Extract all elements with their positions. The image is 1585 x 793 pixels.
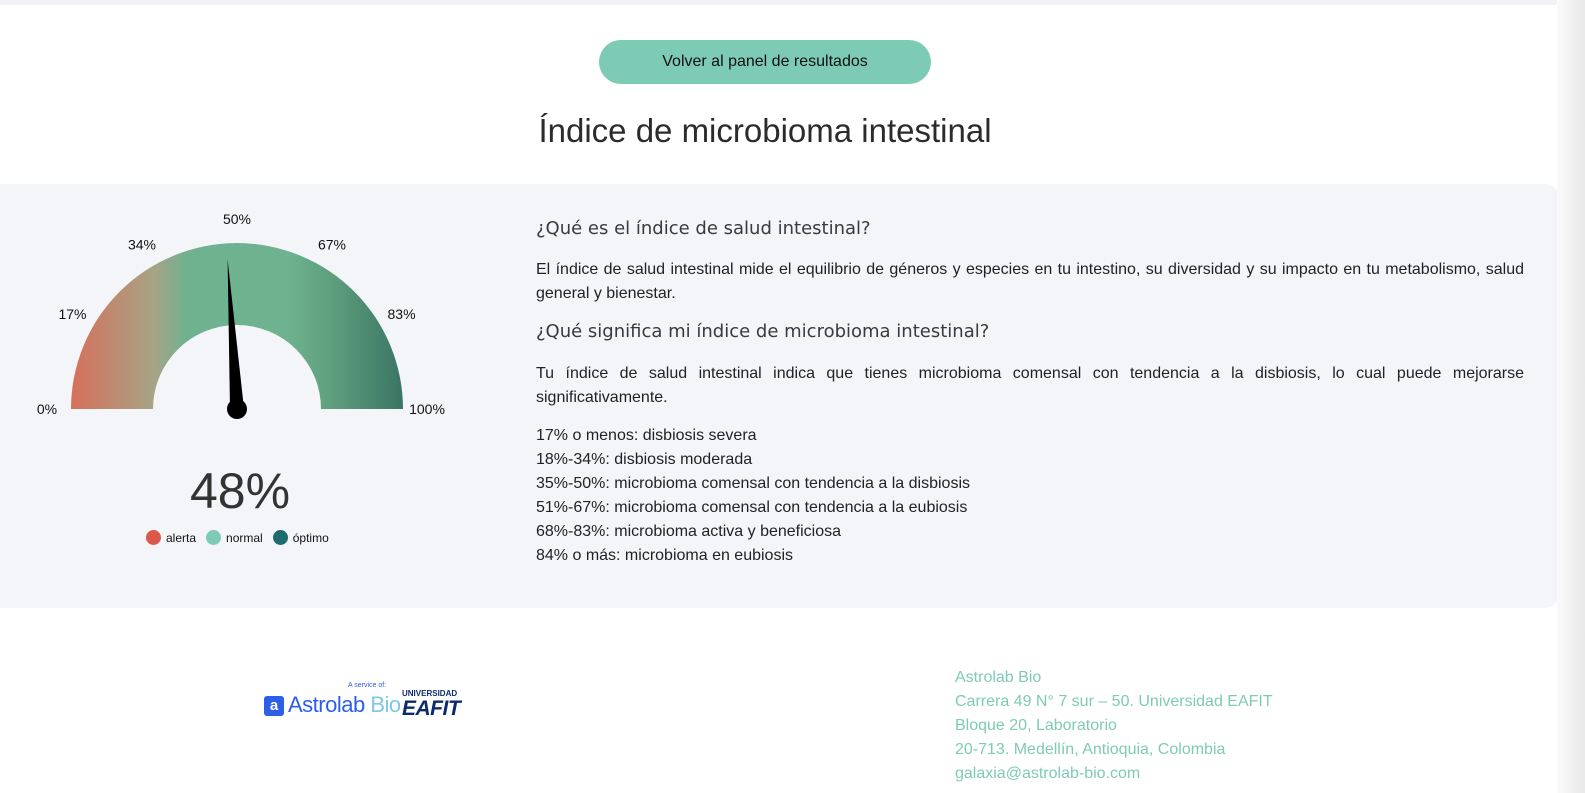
eafit-logo-top: UNIVERSIDAD — [402, 689, 458, 698]
astrolab-logo-bio: Bio — [370, 692, 401, 717]
what-is-index-heading: ¿Qué es el índice de salud intestinal? — [536, 218, 871, 239]
gauge-tick-label: 34% — [127, 236, 157, 253]
astrolab-logo — [288, 692, 401, 718]
meaning-text: Tu índice de salud intestinal indica que tienes microbioma comensal con tendencia a la disbiosis, lo cual puede mejorarse significativamente. — [536, 365, 1524, 406]
eafit-logo-text: EAFIT — [402, 697, 461, 720]
gauge-chart — [20, 200, 460, 435]
page-title: Índice de microbioma intestinal — [538, 112, 992, 149]
range-item: 17% o menos: disbiosis severa — [536, 427, 757, 444]
address-company: Astrolab Bio — [955, 669, 1042, 686]
top-divider — [0, 0, 1585, 5]
gauge-tick-label: 100% — [409, 401, 445, 417]
gauge-legend — [146, 530, 339, 545]
gauge-needle-hub — [227, 399, 247, 419]
what-is-index-text: El índice de salud intestinal mide el equilibrio de géneros y especies en tu intestino, su diversidad y su impacto en tu metabolismo, salud general y bienestar. — [536, 261, 1524, 302]
astrolab-logo-icon: a — [264, 696, 284, 716]
scrollbar[interactable] — [1557, 0, 1585, 793]
meaning-heading: ¿Qué significa mi índice de microbioma intestinal? — [536, 321, 990, 342]
legend-item-normal — [206, 530, 263, 545]
range-item: 18%-34%: disbiosis moderada — [536, 451, 753, 468]
legend-label-optimo: óptimo — [292, 530, 329, 545]
gauge-tick-label: 67% — [317, 236, 347, 253]
legend-swatch-alerta — [146, 530, 161, 545]
range-item: 35%-50%: microbioma comensal con tendencia a la disbiosis — [536, 475, 970, 492]
footer-address — [955, 666, 1273, 786]
range-item: 51%-67%: microbioma comensal con tendencia a la eubiosis — [536, 499, 968, 516]
legend-item-alerta — [146, 530, 196, 545]
gauge-tick-label: 50% — [222, 211, 252, 227]
gauge-tick-label: 0% — [36, 401, 58, 417]
range-item: 84% o más: microbioma en eubiosis — [536, 547, 794, 564]
address-building: Bloque 20, Laboratorio — [955, 717, 1117, 734]
legend-label-normal: normal — [226, 530, 263, 545]
address-street: Carrera 49 N° 7 sur – 50. Universidad EAFIT — [955, 693, 1273, 710]
gauge-value: 48% — [189, 463, 291, 519]
legend-swatch-optimo — [273, 530, 288, 545]
astrolab-logo-text: Astrolab — [288, 692, 365, 717]
address-email[interactable]: galaxia@astrolab-bio.com — [955, 765, 1141, 782]
legend-label-alerta: alerta — [166, 530, 197, 545]
eafit-logo — [402, 690, 460, 719]
gauge-tick-label: 17% — [58, 306, 87, 322]
back-to-results-button[interactable]: Volver al panel de resultados — [599, 40, 931, 84]
address-city: 20-713. Medellín, Antioquia, Colombia — [955, 741, 1226, 758]
legend-swatch-normal — [206, 530, 221, 545]
gauge-tick-label: 83% — [387, 306, 416, 322]
service-of-label: A service of: — [348, 682, 387, 689]
range-list — [536, 424, 970, 568]
footer-logos — [262, 682, 472, 726]
range-item: 68%-83%: microbioma activa y beneficiosa — [536, 523, 842, 540]
legend-item-optimo — [273, 530, 329, 545]
